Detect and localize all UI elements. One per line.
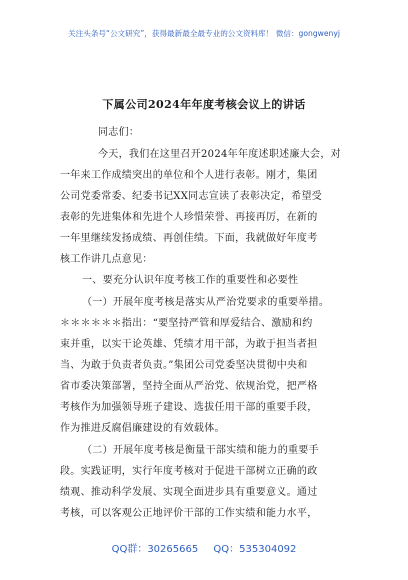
qq-group-text: QQ群：30265665 — [111, 544, 199, 555]
body-line: 一年来工作成绩突出的单位和个人进行表彰。刚才，集团 — [60, 170, 318, 181]
body-line: 考核作为加强领导班子建设、选拔任用干部的重要手段， — [60, 402, 318, 413]
body-line: 省市委决策部署，坚持全面从严治党、依规治党，把严格 — [60, 381, 318, 392]
section-heading: 一、要充分认识年度考核工作的重要性和必要性 — [82, 275, 299, 286]
body-line: 作为推进反腐倡廉建设的有效载体。 — [60, 423, 225, 434]
body-line: 考核，可以客观公正地评价干部的工作实绩和能力水平， — [60, 508, 318, 519]
body-line: 表彰的先进集体和先进个人珍惜荣誉、再接再厉，在新的 — [60, 212, 318, 223]
body-line: 今天，我们在这里召开2024年年度述职述廉大会，对 — [98, 149, 341, 160]
body-line: 核工作讲几点意见： — [60, 254, 153, 265]
subsection-heading: （二）开展年度考核是衡量干部实绩和能力的重要手 — [82, 445, 319, 456]
salutation: 同志们： — [98, 127, 140, 138]
document-title: 下属公司2024年年度考核会议上的讲话 — [102, 98, 306, 111]
body-line: 段。实践证明，实行年度考核对于促进干部树立正确的政 — [60, 466, 318, 477]
body-line: ＊＊＊＊＊＊指出：“要坚持严管和厚爱结合、激励和约 — [60, 318, 313, 329]
body-line: 束并重，以实干论英雄、凭绩才用干部，为敢于担当者担 — [60, 339, 318, 350]
body-line: 当、为敢于负责者负责。”集团公司党委坚决贯彻中央和 — [60, 360, 308, 371]
subsection-heading: （一）开展年度考核是落实从严治党要求的重要举措。 — [82, 297, 330, 308]
body-line: 一年里继续发扬成绩、再创佳绩。下面，我就做好年度考 — [60, 233, 318, 244]
footer-contact — [0, 540, 408, 555]
body-line: 公司党委常委、纪委书记XX同志宣读了表彰决定，希望受 — [60, 191, 323, 202]
qq-number-text: QQ：535304092 — [213, 544, 297, 555]
top-banner: 关注头条号“公文研究”，获得最新最全最专业的公文资料库！ 微信：gongwenyj — [68, 29, 340, 38]
body-line: 绩观、推动科学发展、实现全面进步具有重要意义。通过 — [60, 487, 318, 498]
